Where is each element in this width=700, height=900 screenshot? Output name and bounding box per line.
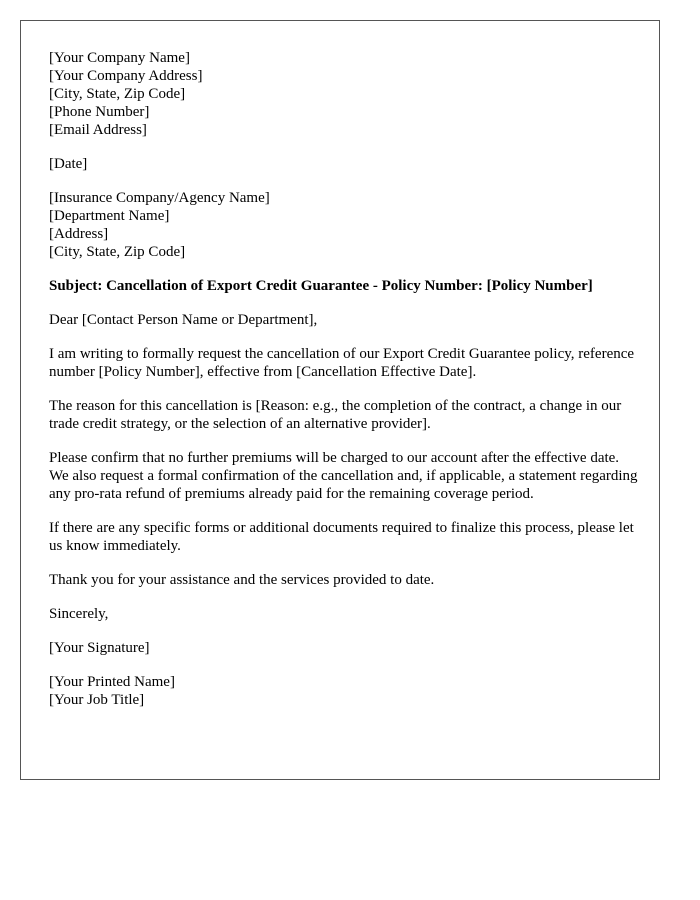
body-paragraph-1: I am writing to formally request the cancellation of our Export Credit Guarantee policy, reference number [Policy Number], effective from [Cancellation Effective Date]. [49,346,635,380]
body-paragraph-5: Thank you for your assistance and the services provided to date. [49,572,435,588]
job-title: [Your Job Title] [49,692,145,708]
sender-phone: [Phone Number] [49,104,150,120]
closing: Sincerely, [49,606,109,622]
signer-block [49,673,639,709]
recipient-address: [Address] [49,226,109,242]
sender-city-state-zip: [City, State, Zip Code] [49,86,186,102]
letter-body [49,49,639,709]
subject-line: Subject: Cancellation of Export Credit Guarantee - Policy Number: [Policy Number] [49,278,593,294]
salutation: Dear [Contact Person Name or Department], [49,312,318,328]
date-block [49,155,639,173]
recipient-department: [Department Name] [49,208,170,224]
recipient-block [49,189,639,261]
sender-email: [Email Address] [49,122,147,138]
recipient-city-state-zip: [City, State, Zip Code] [49,244,186,260]
body-paragraph-3: Please confirm that no further premiums will be charged to our account after the effective date. We also request a formal confirmation of the cancellation and, if applicable, a statement regarding any pro-rata refund of premiums already paid for the remaining coverage period. [49,450,638,502]
body-paragraph-4: If there are any specific forms or additional documents required to finalize this process, please let us know immediately. [49,520,634,554]
printed-name: [Your Printed Name] [49,674,175,690]
sender-company-name: [Your Company Name] [49,50,190,66]
recipient-company-name: [Insurance Company/Agency Name] [49,190,270,206]
letter-page [20,20,660,780]
sender-company-address: [Your Company Address] [49,68,203,84]
body-paragraph-2: The reason for this cancellation is [Reason: e.g., the completion of the contract, a change in our trade credit strategy, or the selection of an alternative provider]. [49,398,622,432]
sender-block [49,49,639,139]
signature-placeholder: [Your Signature] [49,640,150,656]
letter-date: [Date] [49,156,88,172]
